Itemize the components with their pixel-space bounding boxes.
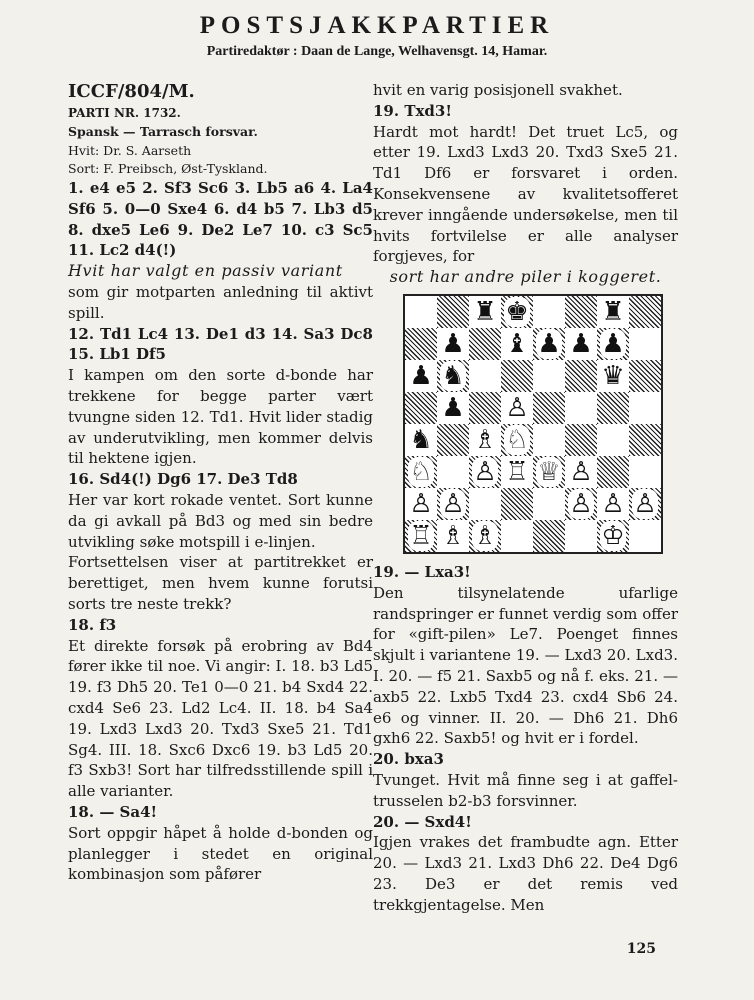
chess-piece: ♗ [473,424,497,455]
page-number: 125 [626,941,656,957]
black-player: Sort: F. Preibsch, Øst-Tyskland. [68,161,268,176]
chess-piece: ♘ [409,456,433,487]
moves-r2: 19. — Lxa3! [373,562,471,581]
board-square [629,520,661,552]
chess-piece: ♚ [505,296,529,327]
board-square [469,360,501,392]
board-square [469,392,501,424]
comment-6: Sort oppgir håpet å holde d-bonden og planlegger i stedet en original kombinasjon som påfører [68,823,373,884]
moves-3: 16. Sd4(!) Dg6 17. De3 Td8 [68,470,298,489]
moves-2: 12. Td1 Lc4 13. De1 d3 14. Sa3 Dc8 15. Lb1 Df5 [68,324,373,364]
chess-piece: ♜ [601,296,625,327]
chess-piece: ♟ [441,392,465,423]
board-square [629,456,661,488]
board-square [533,392,565,424]
comment-r4: Igjen vrakes det frambudte agn. Etter 20. — Lxd3 21. Lxd3 Dh6 22. De4 Dg6 23. De3 er det remis ved trekkgjentagelse. Men [373,833,678,914]
right-column [373,80,678,916]
comment-5: Et direkte forsøk på erobring av Bd4 fører ikke til noe. Vi angir: I. 18. b3 Ld5 19. f3 Dh5 20. Te1 0—0 21. b4 Sxd4 22. cxd4 Se6 23. Ld2 Lc4. II. 18. b4 Sa4 19. Lxd3 Lxd3 20. Txd3 Sxe5 21. Td1 Sg4. III. 18. Sxc6 Dxc6 19. b3 Ld5 20. f3 Sxb3! Sort har tilfredsstillende spill i alle varianter. [68,636,373,801]
chess-piece: ♙ [569,456,593,487]
board-square [469,488,501,520]
board-square [629,424,661,456]
game-id: ICCF/804/M. [68,81,195,102]
chess-diagram [403,294,663,554]
page-title: POSTSJAKKPARTIER [199,12,555,39]
chess-piece: ♙ [569,488,593,519]
board-square [629,392,661,424]
board-square [629,296,661,328]
board-square [405,328,437,360]
chess-piece: ♗ [473,520,497,551]
chess-piece: ♖ [409,520,433,551]
moves-5: 18. — Sa4! [68,802,158,821]
parti-number: PARTI NR. 1732. [68,106,181,120]
chess-piece: ♟ [441,328,465,359]
comment-r3: Tvunget. Hvit må finne seg i at gaffel-trusselen b2-b3 forsvinner. [373,770,678,810]
chess-piece: ♝ [505,328,529,359]
handwritten-line: Hvit har valgt en passiv variant [68,261,343,281]
board-square [565,360,597,392]
board-square [533,488,565,520]
comment-3: Her var kort rokade ventet. Sort kunne da gi avkall på Bd3 og med sin bedre utvikling søke motspill i e-linjen. [68,490,373,551]
comment-2: I kampen om den sorte d-bonde har trekkene for begge parter vært tvungne siden 12. Td1. Hvit lider stadig av underutvikling, men kommer delvis til hektene igjen. [68,366,373,468]
moves-r4: 20. — Sxd4! [373,812,472,831]
board-square [565,296,597,328]
chess-piece: ♟ [409,360,433,391]
left-column [68,80,373,885]
chess-piece: ♘ [505,424,529,455]
board-square [565,520,597,552]
board-square [437,424,469,456]
board-square [533,520,565,552]
board-square [629,328,661,360]
editor-line: Partiredaktør : Daan de Lange, Welhavensgt. 14, Hamar. [206,44,548,59]
board-square [501,488,533,520]
chess-piece: ♟ [569,328,593,359]
board-square [597,392,629,424]
chess-piece: ♛ [601,360,625,391]
board-square [501,520,533,552]
comment-r0: hvit en varig posisjonell svakhet. [373,81,623,99]
chess-piece: ♜ [473,296,497,327]
handwritten-line-right: sort har andre piler i koggeret. [389,267,662,287]
board-square [405,296,437,328]
board-square [501,360,533,392]
chess-piece: ♖ [505,456,529,487]
chess-piece: ♟ [601,328,625,359]
chess-piece: ♙ [633,488,657,519]
chess-piece: ♞ [409,424,433,455]
board-square [533,360,565,392]
white-player: Hvit: Dr. S. Aarseth [68,143,192,158]
chess-piece: ♕ [537,456,561,487]
moves-r1: 19. Txd3! [373,101,452,120]
comment-r1: Hardt mot hardt! Det truet Lc5, og etter 19. Lxd3 Lxd3 20. Txd3 Sxe5 21. Td1 Df6 er forsvaret i orden. Konsekvensene av kvalitetsofferet krever inngående undersøkelse, men til hvits fortvilelse er alle analyser forgjeves, for [373,122,678,266]
board-square [597,424,629,456]
board-square [629,360,661,392]
comment-4: Fortsettelsen viser at partitrekket er berettiget, men hvem kunne forutsi sorts tre neste trekk? [68,553,373,613]
chess-piece: ♙ [505,392,529,423]
opening-name: Spansk — Tarrasch forsvar. [68,124,258,139]
chess-piece: ♙ [441,488,465,519]
comment-r2: Den tilsynelatende ufarlige randspringer er funnet verdig som offer for «gift-pilen» Le7. Poenget finnes skjult i variantene 19. — Lxd3 20. Lxd3. I. 20. — f5 21. Saxb5 og nå f. eks. 21. — axb5 22. Lxb5 Txd4 23. cxd4 Sb6 24. e6 og vinner. II. 20. — Dh6 21. Dh6 gxh6 22. Saxb5! og hvit er i fordel. [373,583,678,748]
chess-piece: ♞ [441,360,465,391]
moves-4: 18. f3 [68,615,117,634]
board-square [437,296,469,328]
board-square [565,392,597,424]
chess-piece: ♗ [441,520,465,551]
board-square [565,424,597,456]
board-square [437,456,469,488]
board-square [533,424,565,456]
moves-r3: 20. bxa3 [373,750,444,769]
board-square [597,456,629,488]
comment-1: som gir motparten anledning til aktivt spill. [68,282,373,322]
moves-1: 1. e4 e5 2. Sf3 Sc6 3. Lb5 a6 4. La4 Sf6 5. 0—0 Sxe4 6. d4 b5 7. Lb3 d5 8. dxe5 Le6 9. De2 Le7 10. c3 Sc5 11. Lc2 d4(!) [68,179,373,260]
chess-piece: ♙ [409,488,433,519]
chess-piece: ♙ [601,488,625,519]
chess-piece: ♔ [601,520,625,551]
chess-piece: ♙ [473,456,497,487]
board-square [533,296,565,328]
board-square [469,328,501,360]
board-square [405,392,437,424]
chess-piece: ♟ [537,328,561,359]
